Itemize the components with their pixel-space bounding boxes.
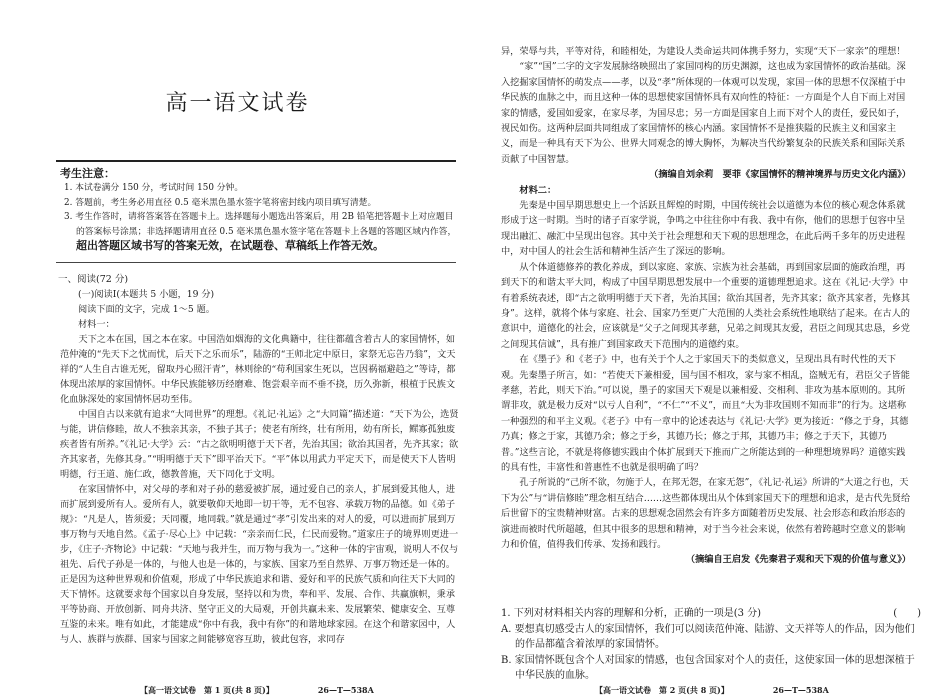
reading-instruction: 阅读下面的文字，完成 1～5 题。 [78,304,215,315]
section-heading: 一、阅读(72 分) [58,274,129,285]
paragraph: “家”“国”二字的文字发展脉络映照出了家国同构的历史渊源，这也成为家国情怀的政治基础。深入挖掘家国情怀的萌发点——孝，以及“孝”所体现的一体观可以发现，家国一体的思想不仅深植于中华民族的血脉之中，而且这种一体的思想使家国情怀具有双向性的特征：一方面是个人自下而上对国家的情感，爱国如爱家，在家尽孝，为国尽忠；另一方面是国家自上而下对个人的责任，爱民如子，视民如伤。这两种层面共同组成了家国情怀的核心内涵。家国情怀不是推狭隘的民族主义和国家主义，而是一种具有天下为公、世界大同观念的博大胸怀，为解决当代纷繁复杂的民族关系和国际关系贡献了中国智慧。 [501,61,906,165]
notice-item [64,210,459,255]
paragraph: 先秦是中国早期思想史上一个活跃且辉煌的时期，中国传统社会以道德为本位的核心观念体系就形成于这一时期。当时的诸子百家学说，争鸣之中往往你中有我、我中有你，他们的思想于包容中呈现出融汇、融汇中呈现出包容。其中关于社会理想和天下观的思想理念，在此后两千多年的历史进程中，对中国人的社会生活和精神生活产生了深远的影响。 [501,200,906,258]
paragraph: 中国自古以来就有追求“大同世界”的理想。《礼记·礼运》之“大同篇”描述道：“天下为公，选贤与能，讲信修睦，故人不独亲其亲，不独子其子；使老有所终，壮有所用，幼有所长，鳏寡孤独废疾者皆有所养。”《礼记·大学》云：“古之欲明明德于天下者，先治其国；欲治其国者，先齐其家；欲齐其家者，先修其身。”“明明德于天下”即平治天下。“平”体以用武力平定天下，而是使天下人皆明明德，行王道、施仁政，德教普施，天下同化于文明。 [60,409,459,480]
answer-paren: ( ) [893,608,921,619]
reading-column-left [60,287,460,647]
source-citation: （摘编自王启发《先秦君子观和天下观的价值与意义》） [685,554,911,566]
notice-item: 1. 本试卷满分 150 分，考试时间 150 分钟。 [64,183,244,193]
paragraph: 天下之本在国，国之本在家。中国浩如烟海的文化典籍中，往往都蕴含着古人的家国情怀，如范仲淹的“先天下之忧而忧，后天下之乐而乐”，陆游的“王师北定中原日，家祭无忘告乃翁”，文天祥的“人生自古谁无死，留取丹心照汗青”，林则徐的“苟利国家生死以，岂因祸福避趋之”等诗，都体现出浓厚的家国情怀。中华民族能够历经磨难、饱尝艰辛而不垂不挠，历久弥新，根植于民族文化血脉深处的家国情怀居功至伟。 [60,334,456,405]
divider-thick [56,160,456,162]
option-b: B. 家国情怀既包含个人对国家的情感，也包含国家对个人的责任，这使家国一体的思想深植于中华民族的血脉。 [501,654,915,681]
page-right [475,0,950,698]
reading-column-right [501,44,911,568]
paragraph: 在家国情怀中，对父母的孝和对子孙的慈爱被扩展，通过爱自己的亲人，扩展到爱其他人，进而扩展到爱所有人。爱所有人，就要敬仰天地即一切干等，无不包容、承载万物的品德。如《弟子规》：“凡是人，皆须爱；天同覆，地同载。”就是通过“孝”引发出来的对人的爱，可以进而扩展到万事万物与天地自然。《孟子·尽心上》中记载：“亲亲而仁民，仁民而爱物。”道家庄子的境界则更进一步，《庄子·齐物论》中记载：“天地与我并生，而万物与我为一。”这种一体的宇宙观，说明人不仅与祖先、后代子孙是一体的，与他人也是一体的，与家族、国家乃至自然界、万事万物还是一体的。正是因为这种世界观和价值观，形成了中华民族追求和谐、爱好和平的民族气质和向往天下大同的天下情怀。这就要求每个国家以自身发展，坚持以和为贵，奉和平、发展、合作、共赢旗帜，秉承平等协商、开放创新、同舟共济、坚守正义的大局观，开创共赢未来、发展繁荣、健康安全、互尊互鉴的未来。唯有如此，才能建成“你中有我，我中有你”的和谐地球家园。在这个和谐家园中，人与人、族群与族群、国家与国家之间能够宽容互助，彼此包容，求同存 [60,484,459,645]
question-1 [501,606,921,684]
page-footer: 【高一语文试卷 第 2 页(共 8 页)】 26—T—538A [595,685,829,695]
page-footer: 【高一语文试卷 第 1 页(共 8 页)】 26—T—538A [140,685,374,695]
notice-item: 2. 答题前，考生务必用直径 0.5 毫米黑色墨水签字笔将密封线内项目填写清楚。 [64,197,377,208]
paragraph: 异，荣辱与共，平等对待，和睦相处，为建设人类命运共同体携手努力，实现“天下一家亲”的理想！ [501,46,906,57]
divider-thin [56,262,456,263]
paragraph: 在《墨子》和《老子》中，也有关于个人之于家国天下的类似意义，呈现出具有时代性的天下观。先秦墨子所言，如：“若使天下兼相爱，国与国不相攻，家与家不相乱，盗贼无有，君臣父子皆能孝慈，若此，则天下治。”可以说，墨子的家国天下观是以兼相爱、交相利、非攻为基本原则的。其所谓非攻，就是极力反对“以亏人自利”，“不仁”“不义”，而且“大为非攻国则不知而非”的行为。这堪称一种强烈的和平主义观。《老子》中有一章中的论述表达与《礼记·大学》更为接近：“修之于身，其德乃真；修之于家，其德乃余；修之于乡，其德乃长；修之于邦，其德乃丰；修之于天下，其德乃普。”这些言论，不就是将修德实践由个体扩展到天下推而广之所能达到的一种理想境界吗？道德实践的具有性，丰富性和普惠性不也就是很明确了吗？ [501,354,910,473]
source-citation: （摘编自刘余莉 要菲《家国情怀的精神境界与历史文化内涵》） [649,169,911,181]
notice-bold-warning: 超出答题区域书写的答案无效，在试题卷、草稿纸上作答无效。 [76,239,384,252]
notice-list [64,181,459,255]
question-stem [501,606,921,622]
material-label: 材料二： [519,184,557,196]
paragraph: 孔子所说的“己所不欲，勿施于人，在邦无怨，在家无怨”，《礼记·礼运》所讲的“大道之行也，天下为公”与“讲信修睦”理念相互结合……这些都体现出从个体到家国天下的理想和追求，是古代先贤给后世留下的宝贵精神财富。古来的思想观念固然会有许多方面随着历史发展、社会形态和政治形态的演进而被时代所超越，但其中很多的思想和精神，对于当今社会来说，依然有着跨越时空意义的影响力和价值，值得我们传承、发扬和践行。 [501,477,911,550]
option-a: A. 要想真切感受古人的家国情怀，我们可以阅读范仲淹、陆游、文天祥等人的作品，因为他们的作品都蕴含着浓厚的家国情怀。 [501,623,915,650]
notice-item-text: 3. 考生作答时，请将答案答在答题卡上。选择题每小题选出答案后，用 2B 铅笔把答题卡上对应题目的答案标号涂黑；非选择题请用直径 0.5 毫米黑色墨水签字笔在答题卡上各题的答题区域内作答， [64,212,457,237]
material-label: 材料一： [78,319,115,330]
subsection-heading: (一)阅读Ⅰ(本题共 5 小题，19 分) [78,289,215,300]
notice-heading: 考生注意： [60,167,115,180]
question-stem-text: 1. 下列对材料相关内容的理解和分析，正确的一项是(3 分) [501,608,762,619]
paragraph: 从个体道德修养的教化养成，到以家庭、家族、宗族为社会基础，再到国家层面的施政治理，再到天下的和谐太平大同，构成了中国早期思想发展中一个重要的道德理想追求。这在《礼记·大学》中有着系统表述，即“古之欲明明德于天下者，先治其国；欲治其国者，先齐其家；欲齐其家者，先修其身”。这样，就将个体与家庭、社会、国家乃至更广大范围的人类社会系统性地联结了起来。在古人的意识中，道德化的社会，应该就是“父子之间现其孝慈，兄弟之间现其友爱，君臣之间现其忠恳，乡党之间现其信诚”，具有推广到国家政天下范围内的道德约束。 [501,261,910,350]
exam-title: 高一语文试卷 [165,91,310,116]
